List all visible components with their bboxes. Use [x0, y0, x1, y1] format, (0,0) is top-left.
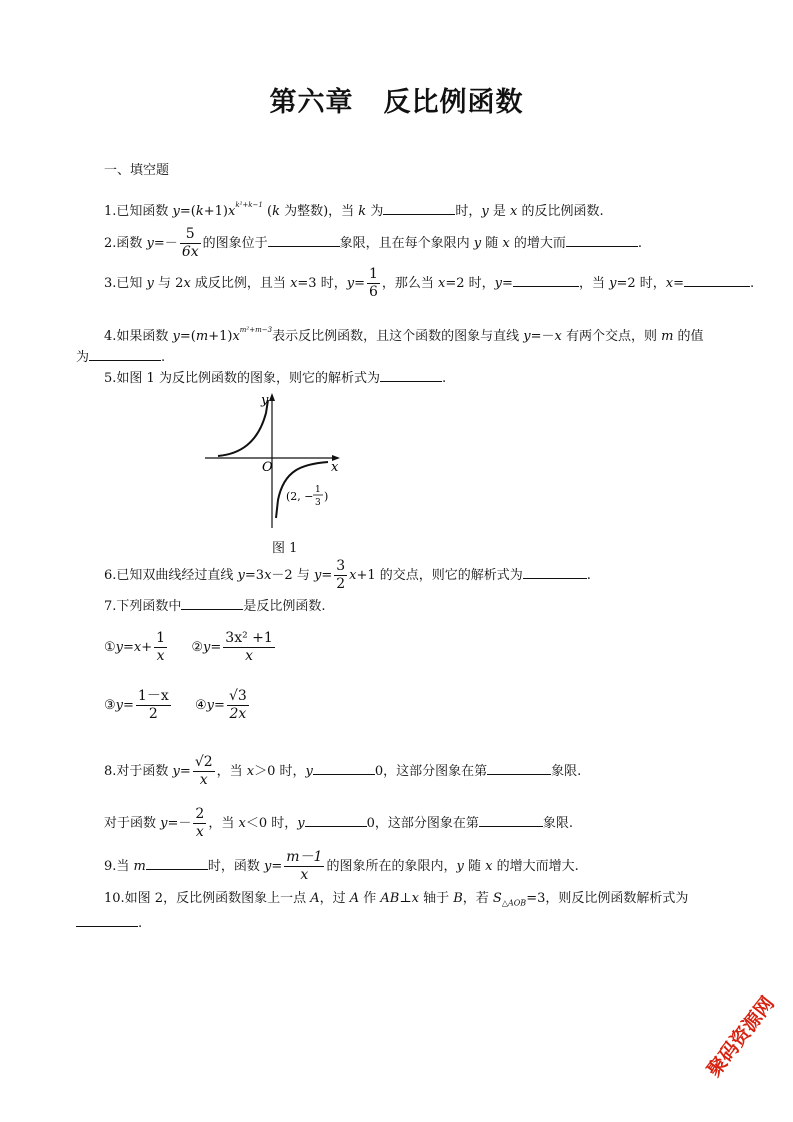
- question-10-cont: .: [76, 915, 142, 932]
- page-title: 第六章 反比例函数: [269, 87, 524, 118]
- answer-blank[interactable]: [566, 235, 638, 247]
- options-row-2: [104, 688, 251, 723]
- answer-blank[interactable]: [487, 763, 551, 775]
- answer-blank[interactable]: [181, 598, 243, 610]
- x-axis-label: x: [331, 460, 339, 475]
- section-heading: 一、填空题: [104, 163, 170, 178]
- option-2: ②y= $\frac{\text{3x² +1}}{x}$: [191, 630, 273, 664]
- answer-blank[interactable]: [380, 370, 442, 382]
- question-8a: 8.对于函数 y= $\frac{√2}{x}$ ，当 x＞0 时，y 0，这部分图象在第 象限.: [104, 754, 582, 788]
- question-5: 5.如图 1 为反比例函数的图象，则它的解析式为 .: [104, 371, 447, 386]
- option-3: ③y= $\frac{1-x}{2}$: [104, 688, 169, 722]
- fraction: $\frac{m-1}{x}$: [286, 849, 323, 883]
- y-axis-label: y: [261, 393, 269, 408]
- option-4: ④y= $\frac{√3}{2x}$: [195, 688, 247, 722]
- question-2: 2.函数 y=－ $\frac{5}{6x}$ 的图象位于 象限，且在每个象限内 y 随 x 的增大而 .: [104, 226, 643, 260]
- point-label-prefix: (2, −: [286, 490, 314, 503]
- question-1: 1.已知函数 $y=(k+1)x^{k^2+k-1}$ (k 为整数)，当 k 为 时，y 是 x 的反比例函数.: [104, 201, 604, 219]
- fraction: $\frac{2}{x}$: [195, 806, 205, 840]
- answer-blank[interactable]: [383, 203, 455, 215]
- options-row-1: [104, 630, 277, 665]
- point-label-close: ): [324, 490, 329, 503]
- hyperbola-branch-2nd: [218, 400, 268, 456]
- question-10: 10.如图 2，反比例函数图象上一点 A，过 A 作 AB⊥x 轴于 B，若 $S_{\triangle AOB}=3$，则反比例函数解析式为: [104, 891, 689, 908]
- answer-blank[interactable]: [313, 763, 375, 775]
- figure-1-graph: [200, 388, 350, 533]
- fraction: $\frac{\text{3x² +1}}{x}$: [225, 630, 273, 664]
- question-3: 3.已知 y 与 2x 成反比例，且当 x=3 时，y= $\frac{1}{6}$ ，那么当 x=2 时，y= ，当 y=2 时，x= .: [104, 266, 755, 300]
- answer-blank[interactable]: [268, 235, 340, 247]
- answer-blank[interactable]: [523, 567, 587, 579]
- fraction: $\frac{√3}{2x}$: [228, 688, 247, 722]
- answer-blank[interactable]: [479, 815, 543, 827]
- fraction: $\frac{√2}{x}$: [194, 754, 213, 788]
- question-8b: 对于函数 y=－ $\frac{2}{x}$ ，当 x＜0 时，y 0，这部分图象在第 象限.: [104, 806, 573, 840]
- point-label-num: 1: [315, 485, 321, 495]
- fraction: $\frac{5}{6x}$: [181, 226, 199, 260]
- answer-blank[interactable]: [513, 275, 579, 287]
- watermark: 聚码资源网: [702, 992, 779, 1082]
- answer-blank[interactable]: [684, 275, 750, 287]
- question-9: 9.当 m 时，函数 y= $\frac{m-1}{x}$ 的图象所在的象限内，y 随 x 的增大而增大.: [104, 849, 579, 883]
- question-6: 6.已知双曲线经过直线 y=3x－2 与 y= $\frac{3}{2}$ x+1 的交点，则它的解析式为 .: [104, 558, 591, 592]
- answer-blank[interactable]: [76, 915, 138, 927]
- question-7: 7.下列函数中 是反比例函数.: [104, 599, 326, 614]
- answer-blank[interactable]: [146, 858, 208, 870]
- fraction: $\frac{1}{6}$: [368, 266, 378, 300]
- figure-1-caption: 图 1: [272, 541, 298, 556]
- question-4-cont: 为 .: [76, 350, 166, 365]
- point-label-den: 3: [315, 498, 321, 508]
- answer-blank[interactable]: [305, 815, 367, 827]
- option-1: ①y=x+ $\frac{1}{x}$: [104, 630, 166, 664]
- origin-label: O: [262, 460, 273, 475]
- y-axis-arrow: [269, 393, 275, 401]
- answer-blank[interactable]: [89, 349, 161, 361]
- fraction: $\frac{3}{2}$: [336, 558, 346, 592]
- question-4: 4.如果函数 $y=(m+1)x^{m^2+m-3}$表示反比例函数，且这个函数的图象与直线 y=－x 有两个交点，则 m 的值: [104, 326, 704, 344]
- fraction: $\frac{1-x}{2}$: [137, 688, 169, 722]
- fraction: $\frac{1}{x}$: [156, 630, 166, 664]
